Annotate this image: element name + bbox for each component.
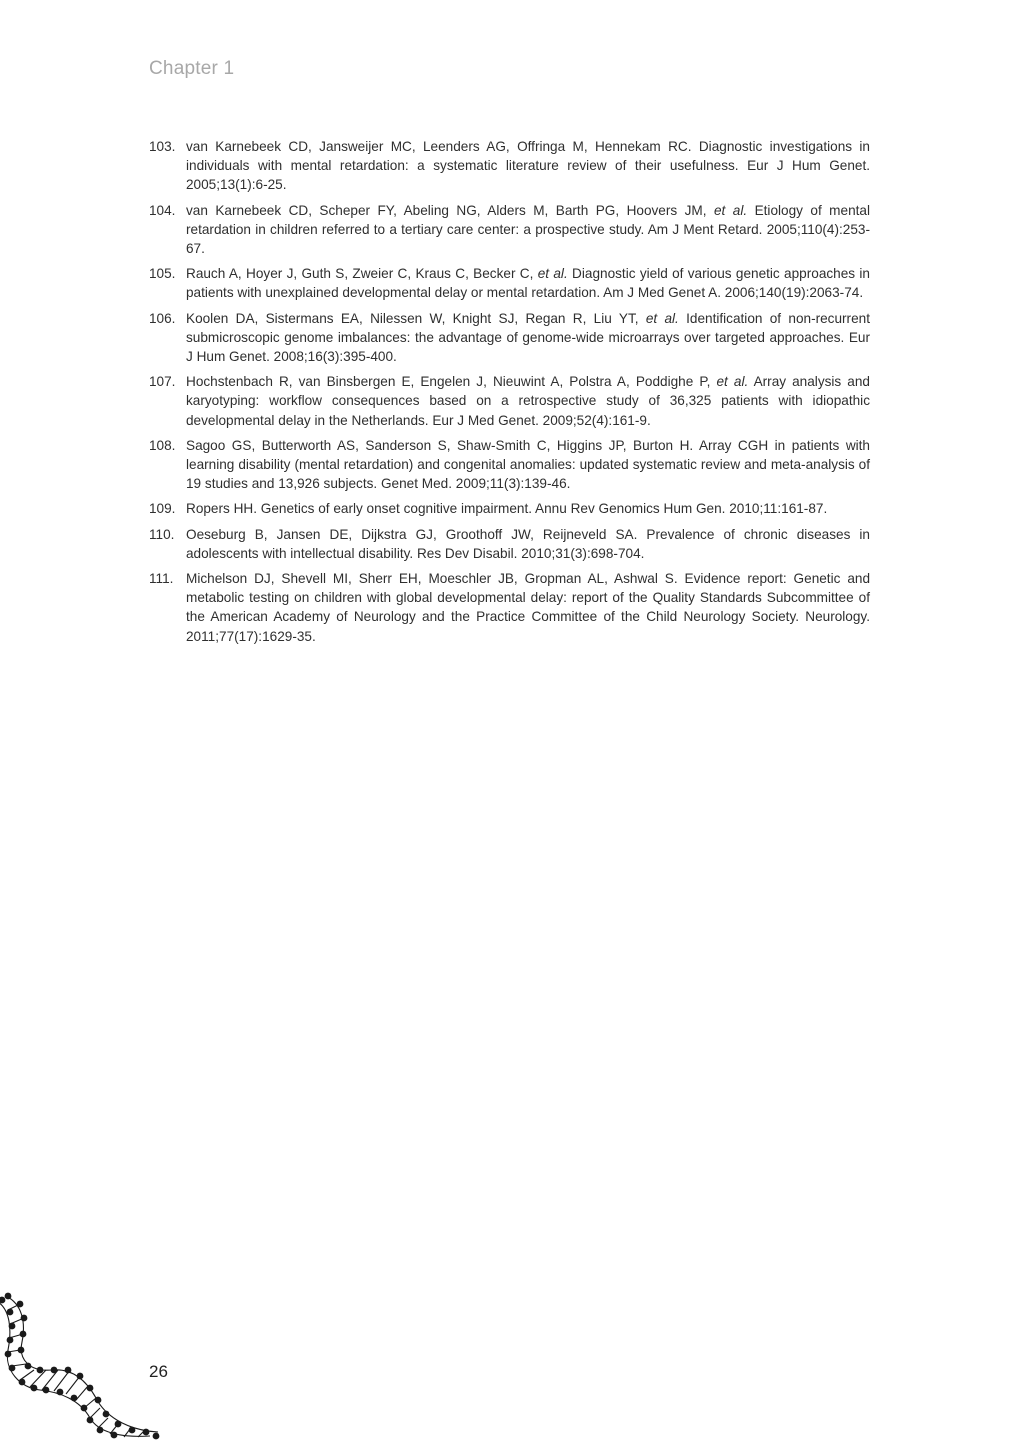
reference-number: 104. [149,202,176,218]
reference-text: Koolen DA, Sistermans EA, Nilessen W, Knight SJ, Regan R, Liu YT, et al. Identification of non-recurrent submicroscopic genome imbalances: the advantage of genome-wide microarrays over targeted approaches. Eur J Hum Genet. 2008;16(3):395-400. [186,310,870,365]
reference-item [149,137,870,195]
reference-number: 106. [149,310,176,326]
reference-item [149,309,870,367]
reference-text: Rauch A, Hoyer J, Guth S, Zweier C, Kraus C, Becker C, et al. Diagnostic yield of various genetic approaches in patients with unexplained developmental delay or mental retardation. Am J Med Genet A. 2006;140(19):2063-74. [186,266,870,301]
reference-item [149,372,870,430]
reference-text: Ropers HH. Genetics of early onset cognitive impairment. Annu Rev Genomics Hum Gen. 2010;11:161-87. [186,501,828,517]
reference-text: van Karnebeek CD, Scheper FY, Abeling NG, Alders M, Barth PG, Hoovers JM, et al. Etiology of mental retardation in children referred to a tertiary care center: a prospective study. Am J Ment Retard. 2005;110(4):253-67. [186,202,870,257]
reference-number: 103. [149,139,176,154]
reference-number: 105. [149,266,176,282]
reference-item [149,569,870,646]
reference-number: 110. [149,526,175,542]
reference-item [149,264,870,302]
reference-text: Oeseburg B, Jansen DE, Dijkstra GJ, Groothoff JW, Reijneveld SA. Prevalence of chronic diseases in adolescents with intellectual disability. Res Dev Disabil. 2010;31(3):698-704. [186,526,870,561]
reference-item [149,201,870,259]
reference-list [149,137,870,652]
reference-text: van Karnebeek CD, Jansweijer MC, Leenders AG, Offringa M, Hennekam RC. Diagnostic investigations in individuals with mental retardation: a systematic literature review of their usefulness. Eur J Hum Genet. 2005;13(1):6-25. [186,139,870,193]
reference-number: 107. [149,374,176,390]
reference-item [149,525,870,563]
chapter-header: Chapter 1 [149,58,235,79]
dna-helix-icon [0,1290,170,1440]
reference-text: Sagoo GS, Butterworth AS, Sanderson S, Shaw-Smith C, Higgins JP, Burton H. Array CGH in patients with learning disability (mental retardation) and congenital anomalies: updated systematic review and meta-analysis of 19 studies and 13,926 subjects. Genet Med. 2009;11(3):139-46. [186,437,870,492]
reference-number: 109. [149,501,176,517]
reference-number: 111. [149,571,174,587]
reference-text: Hochstenbach R, van Binsbergen E, Engelen J, Nieuwint A, Polstra A, Poddighe P, et al. Array analysis and karyotyping: workflow consequences based on a retrospective study of 36,325 patients with idiopathic developmental delay in the Netherlands. Eur J Med Genet. 2009;52(4):161-9. [186,374,870,428]
reference-text: Michelson DJ, Shevell MI, Sherr EH, Moeschler JB, Gropman AL, Ashwal S. Evidence report: Genetic and metabolic testing on children with global developmental delay: report of the Quality Standards Subcommittee of the American Academy of Neurology and the Practice Committee of the Child Neurology Society. Neurology. 2011;77(17):1629-35. [186,571,870,644]
reference-item [149,499,870,518]
page-number: 26 [149,1362,168,1381]
reference-item [149,436,870,494]
reference-number: 108. [149,437,176,453]
